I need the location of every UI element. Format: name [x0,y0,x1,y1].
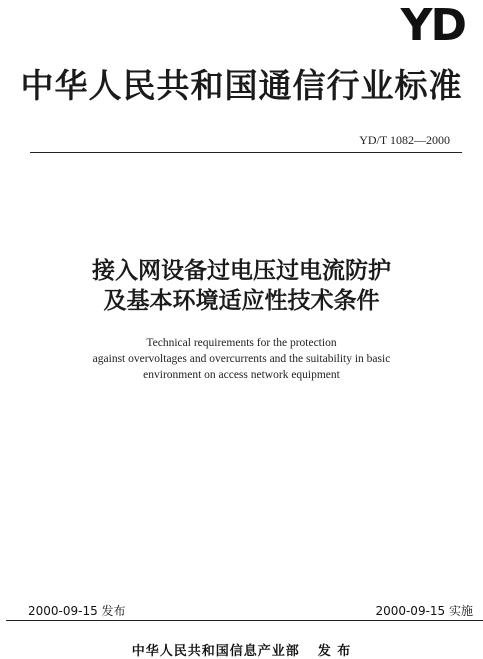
title-en-line-2: against overvoltages and overcurrents and the suitability in basic [92,353,391,365]
issuer-name: 中华人民共和国信息产业部 [131,644,300,659]
issuer-line [0,640,483,659]
issue-date: 2000-09-15 发布 [28,604,126,618]
issuer-action: 发 布 [317,644,352,659]
title-en-line-1: Technical requirements for the protection [146,337,337,349]
document-title-cn [0,256,483,316]
document-title-en [0,335,483,383]
implement-date: 2000-09-15 实施 [375,604,473,618]
title-cn-line-2: 及基本环境适应性技术条件 [103,288,380,314]
header-title: 中华人民共和国通信行业标准 [20,66,463,105]
standard-logo: YD [400,0,465,51]
standard-number: YD/T 1082—2000 [359,133,450,147]
title-en-line-3: environment on access network equipment [143,369,340,381]
bottom-divider [6,620,483,621]
top-divider [30,152,462,153]
title-cn-line-1: 接入网设备过电压过电流防护 [92,258,391,284]
